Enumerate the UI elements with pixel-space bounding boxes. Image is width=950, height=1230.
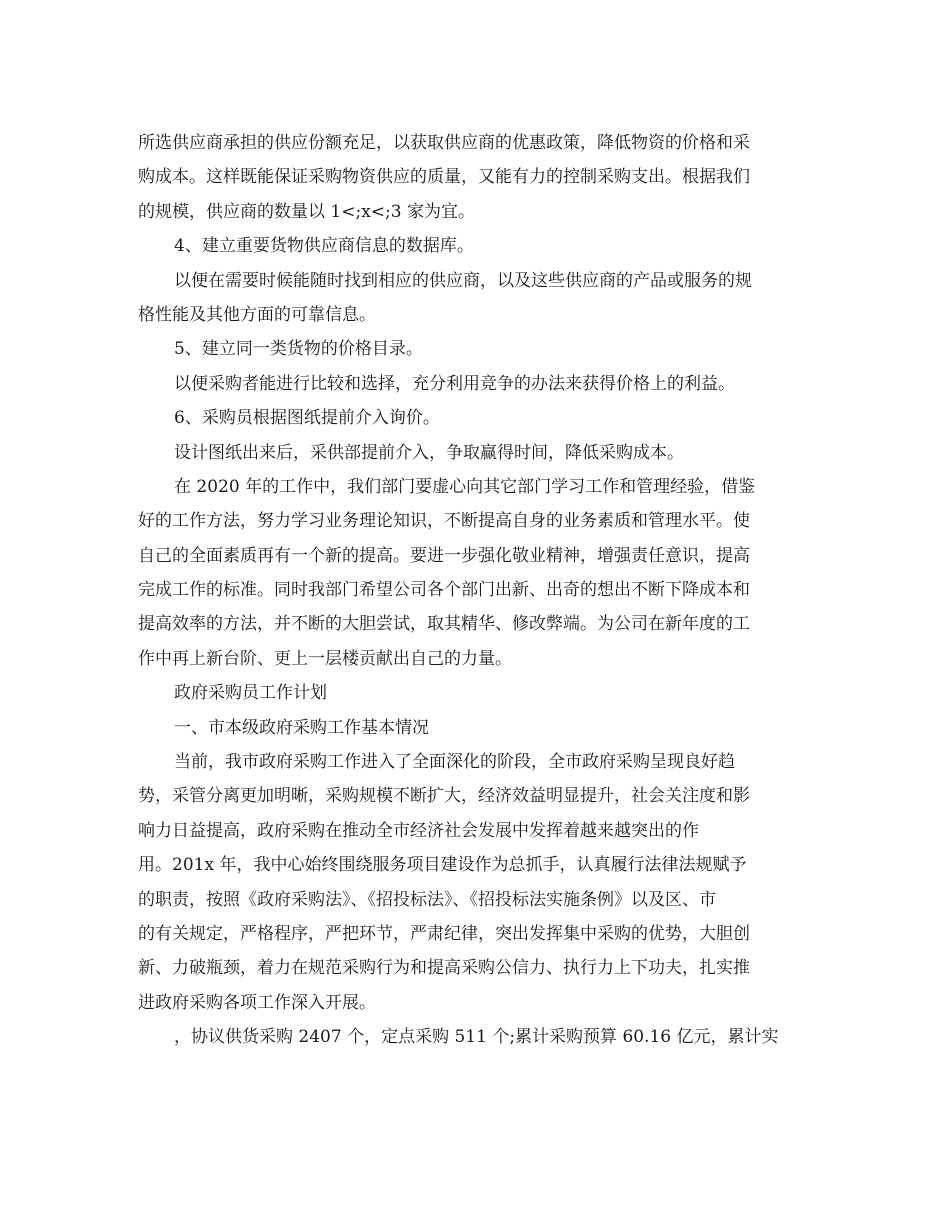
text-line: 5、建立同一类货物的价格目录。 [174,339,423,360]
text-line: 提高效率的方法，并不断的大胆尝试，取其精华、修改弊端。为公司在新年度的工 [138,614,750,635]
text-line: 以便在需要时候能随时找到相应的供应商，以及这些供应商的产品或服务的规 [174,270,752,291]
text-line: 所选供应商承担的供应份额充足，以获取供应商的优惠政策，降低物资的价格和采 [138,133,750,153]
text-line: 完成工作的标准。同时我部门希望公司各个部门出新、出奇的想出不断下降成本和 [138,580,750,601]
text-line: 新、力破瓶颈，着力在规范采购行为和提高采购公信力、执行力上下功夫，扎实推 [138,958,750,979]
text-line: 用。201x 年，我中心始终围绕服务项目建设作为总抓手，认真履行法律法规赋予 [138,855,747,876]
text-line: 以便采购者能进行比较和选择，充分利用竞争的办法来获得价格上的利益。 [174,373,735,394]
text-line: 6、采购员根据图纸提前介入询价。 [174,408,440,429]
document-page [138,126,818,1055]
text-line: 一、市本级政府采购工作基本情况 [174,717,429,738]
text-line: 进政府采购各项工作深入开展。 [138,992,376,1013]
text-line: 当前，我市政府采购工作进入了全面深化的阶段，全市政府采购呈现良好趋 [174,752,735,773]
text-line: 的职责，按照《政府采购法》、《招投标法》、《招投标法实施条例》以及区、市 [138,889,716,910]
text-line: 在 2020 年的工作中，我们部门要虚心向其它部门学习工作和管理经验，借鉴 [174,476,756,497]
text-line: 政府采购员工作计划 [174,683,327,704]
text-line: 设计图纸出来后，采供部提前介入，争取赢得时间，降低采购成本。 [174,442,684,463]
text-line: 格性能及其他方面的可靠信息。 [138,304,376,325]
text-line: 4、建立重要货物供应商信息的数据库。 [174,236,474,257]
text-line: 作中再上新台阶、更上一层楼贡献出自己的力量。 [138,648,512,669]
text-line: 购成本。这样既能保证采购物资供应的质量，又能有力的控制采购支出。根据我们 [138,167,750,188]
text-line: 的有关规定，严格程序，严把环节，严肃纪律，突出发挥集中采购的优势，大胆创 [138,923,750,944]
text-line: ，协议供货采购 2407 个，定点采购 511 个;累计采购预算 60.16 亿元，累计实 [174,1027,779,1048]
text-line: 的规模，供应商的数量以 1<;x<;3 家为宜。 [138,201,475,222]
text-line: 好的工作方法，努力学习业务理论知识，不断提高自身的业务素质和管理水平。使 [138,511,750,532]
text-line: 自己的全面素质再有一个新的提高。要进一步强化敬业精神，增强责任意识，提高 [138,545,750,566]
text-line: 势，采管分离更加明晰，采购规模不断扩大，经济效益明显提升，社会关注度和影 [138,786,750,807]
text-line: 响力日益提高，政府采购在推动全市经济社会发展中发挥着越来越突出的作 [138,820,699,841]
